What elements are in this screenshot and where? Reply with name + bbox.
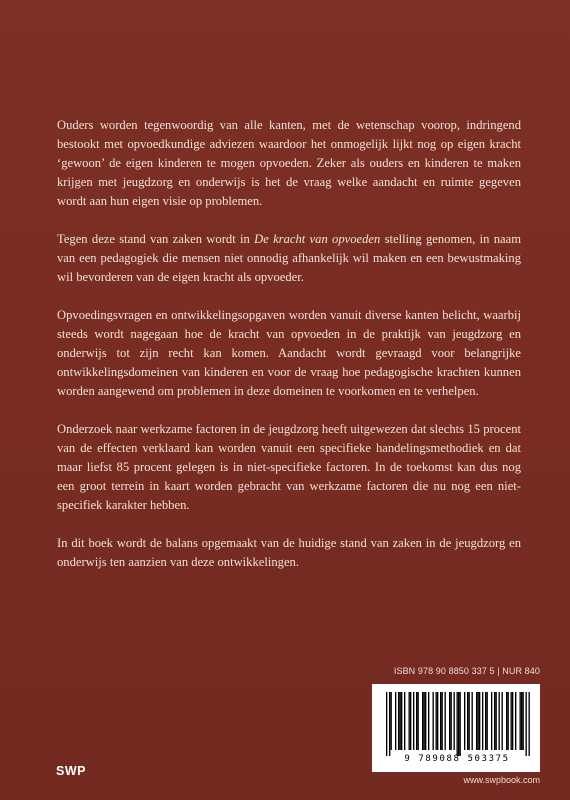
barcode-bar xyxy=(464,692,465,750)
barcode-bar xyxy=(409,692,410,750)
barcode-bar xyxy=(428,692,429,750)
book-title-inline: De kracht van opvoeden xyxy=(254,232,381,246)
barcode-bar xyxy=(401,692,402,750)
barcode-bar xyxy=(482,692,483,750)
barcode-bar xyxy=(457,692,458,756)
barcode-bar xyxy=(478,692,479,750)
barcode-bar xyxy=(485,692,486,750)
isbn-nur-line: ISBN 978 90 8850 337 5 | NUR 840 xyxy=(393,666,540,676)
blurb-p2-before: Tegen deze stand van zaken wordt in xyxy=(57,232,255,246)
barcode-bar xyxy=(521,692,522,750)
blurb-paragraph-5: In dit boek wordt de balans opgemaakt van de huidige stand van zaken in de jeugdzorg en onderwijs ten aanzien van deze ontwikkelingen. xyxy=(57,536,521,569)
barcode-bar xyxy=(491,692,492,750)
barcode-bar xyxy=(511,692,512,750)
barcode-bar xyxy=(400,692,401,750)
barcode-bar xyxy=(523,692,524,750)
barcode-bar xyxy=(502,692,503,750)
blurb-p2-after: stelling genomen, in naam van een pedagogiek die mensen niet onnodig afhankelijk wil maken en een bewustmaking wil bevorderen van de eigen kracht als opvoeder. xyxy=(57,232,521,284)
blurb-paragraph-3: Opvoedingsvragen en ontwikkelingsopgaven worden vanuit diverse kanten belicht, waarbij steeds wordt nagegaan hoe de kracht van opvoeden in de praktijk van jeugdzorg en onderwijs tot zijn recht kan komen. Aandacht wordt gevraagd voor belangrijke ontwikkelingsdomeinen van kinderen en voor de vraag hoe pedagogische krachten kunnen worden aangewend om problemen in deze domeinen te voorkomen en te verhelpen. xyxy=(57,308,521,398)
barcode-bar xyxy=(391,692,392,750)
barcode-bar xyxy=(433,692,434,750)
barcode-bar xyxy=(460,692,461,756)
barcode-bar xyxy=(437,692,438,750)
barcode-bar xyxy=(413,692,414,750)
barcode-bar xyxy=(440,692,441,750)
barcode-bar xyxy=(476,692,477,750)
barcode-bar xyxy=(494,692,495,750)
barcode-bar xyxy=(389,692,390,756)
barcode-bar xyxy=(529,692,530,756)
publisher-logo: SWP xyxy=(56,764,86,778)
barcode-bar xyxy=(487,692,488,750)
barcode-bar xyxy=(467,692,468,750)
barcode-bar xyxy=(386,692,387,756)
barcode-bar xyxy=(451,692,452,750)
barcode-bar xyxy=(436,692,437,750)
barcode-bar xyxy=(422,692,423,750)
barcode-bar xyxy=(424,692,425,750)
blurb-paragraph-2 xyxy=(57,230,521,287)
blurb-text xyxy=(57,116,521,591)
barcode-bar xyxy=(520,692,521,750)
barcode-bar xyxy=(454,692,455,750)
barcode-bar xyxy=(472,692,473,750)
barcode-bar xyxy=(410,692,411,750)
blurb-paragraph-1: Ouders worden tegenwoordig van alle kanten, met de wetenschap voorop, indringend bestookt met opvoedkundige adviezen waardoor het onmogelijk lijkt nog op eigen kracht ‘gewoon’ de eigen kinderen te mogen opvoeden. Zeker als ouders en kinderen te maken krijgen met jeugdzorg en onderwijs is het de vraag welke aandacht en ruimte gegeven wordt aan hun eigen visie op problemen. xyxy=(57,118,521,208)
barcode-bar xyxy=(425,692,426,750)
barcode-bar xyxy=(469,692,470,750)
barcode-bar xyxy=(526,692,527,756)
barcode-bar xyxy=(506,692,507,750)
barcode-bar xyxy=(442,692,443,750)
barcode-bar xyxy=(416,692,417,750)
barcode-bar xyxy=(395,692,396,750)
barcode-bar xyxy=(418,692,419,750)
barcode-bar xyxy=(404,692,405,750)
barcode-bar xyxy=(398,692,399,750)
barcode-bar xyxy=(515,692,516,750)
barcode-digits: 9 789088 503375 xyxy=(404,754,510,764)
barcode-bar xyxy=(499,692,500,750)
barcode-bar xyxy=(458,692,459,756)
barcode-bar xyxy=(445,692,446,750)
publisher-website: www.swpbook.com xyxy=(463,775,540,785)
barcode-bar xyxy=(496,692,497,750)
barcode-bar xyxy=(479,692,480,750)
barcode-bar xyxy=(449,692,450,750)
blurb-paragraph-4: Onderzoek naar werkzame factoren in de jeugdzorg heeft uitgewezen dat slechts 15 procent van de effecten verklaard kan worden vanuit een specifieke handelingsmethodiek en dat maar liefst 85 procent gelegen is in niet-specifieke factoren. In de toekomst kan dus nog een groot terrein in kaart worden gebracht van werkzame factoren die nu nog een niet-specifiek karakter hebben. xyxy=(57,422,521,512)
barcode-bar xyxy=(512,692,513,750)
barcode-bars-icon xyxy=(386,692,530,756)
barcode xyxy=(372,684,540,772)
barcode-bar xyxy=(508,692,509,750)
